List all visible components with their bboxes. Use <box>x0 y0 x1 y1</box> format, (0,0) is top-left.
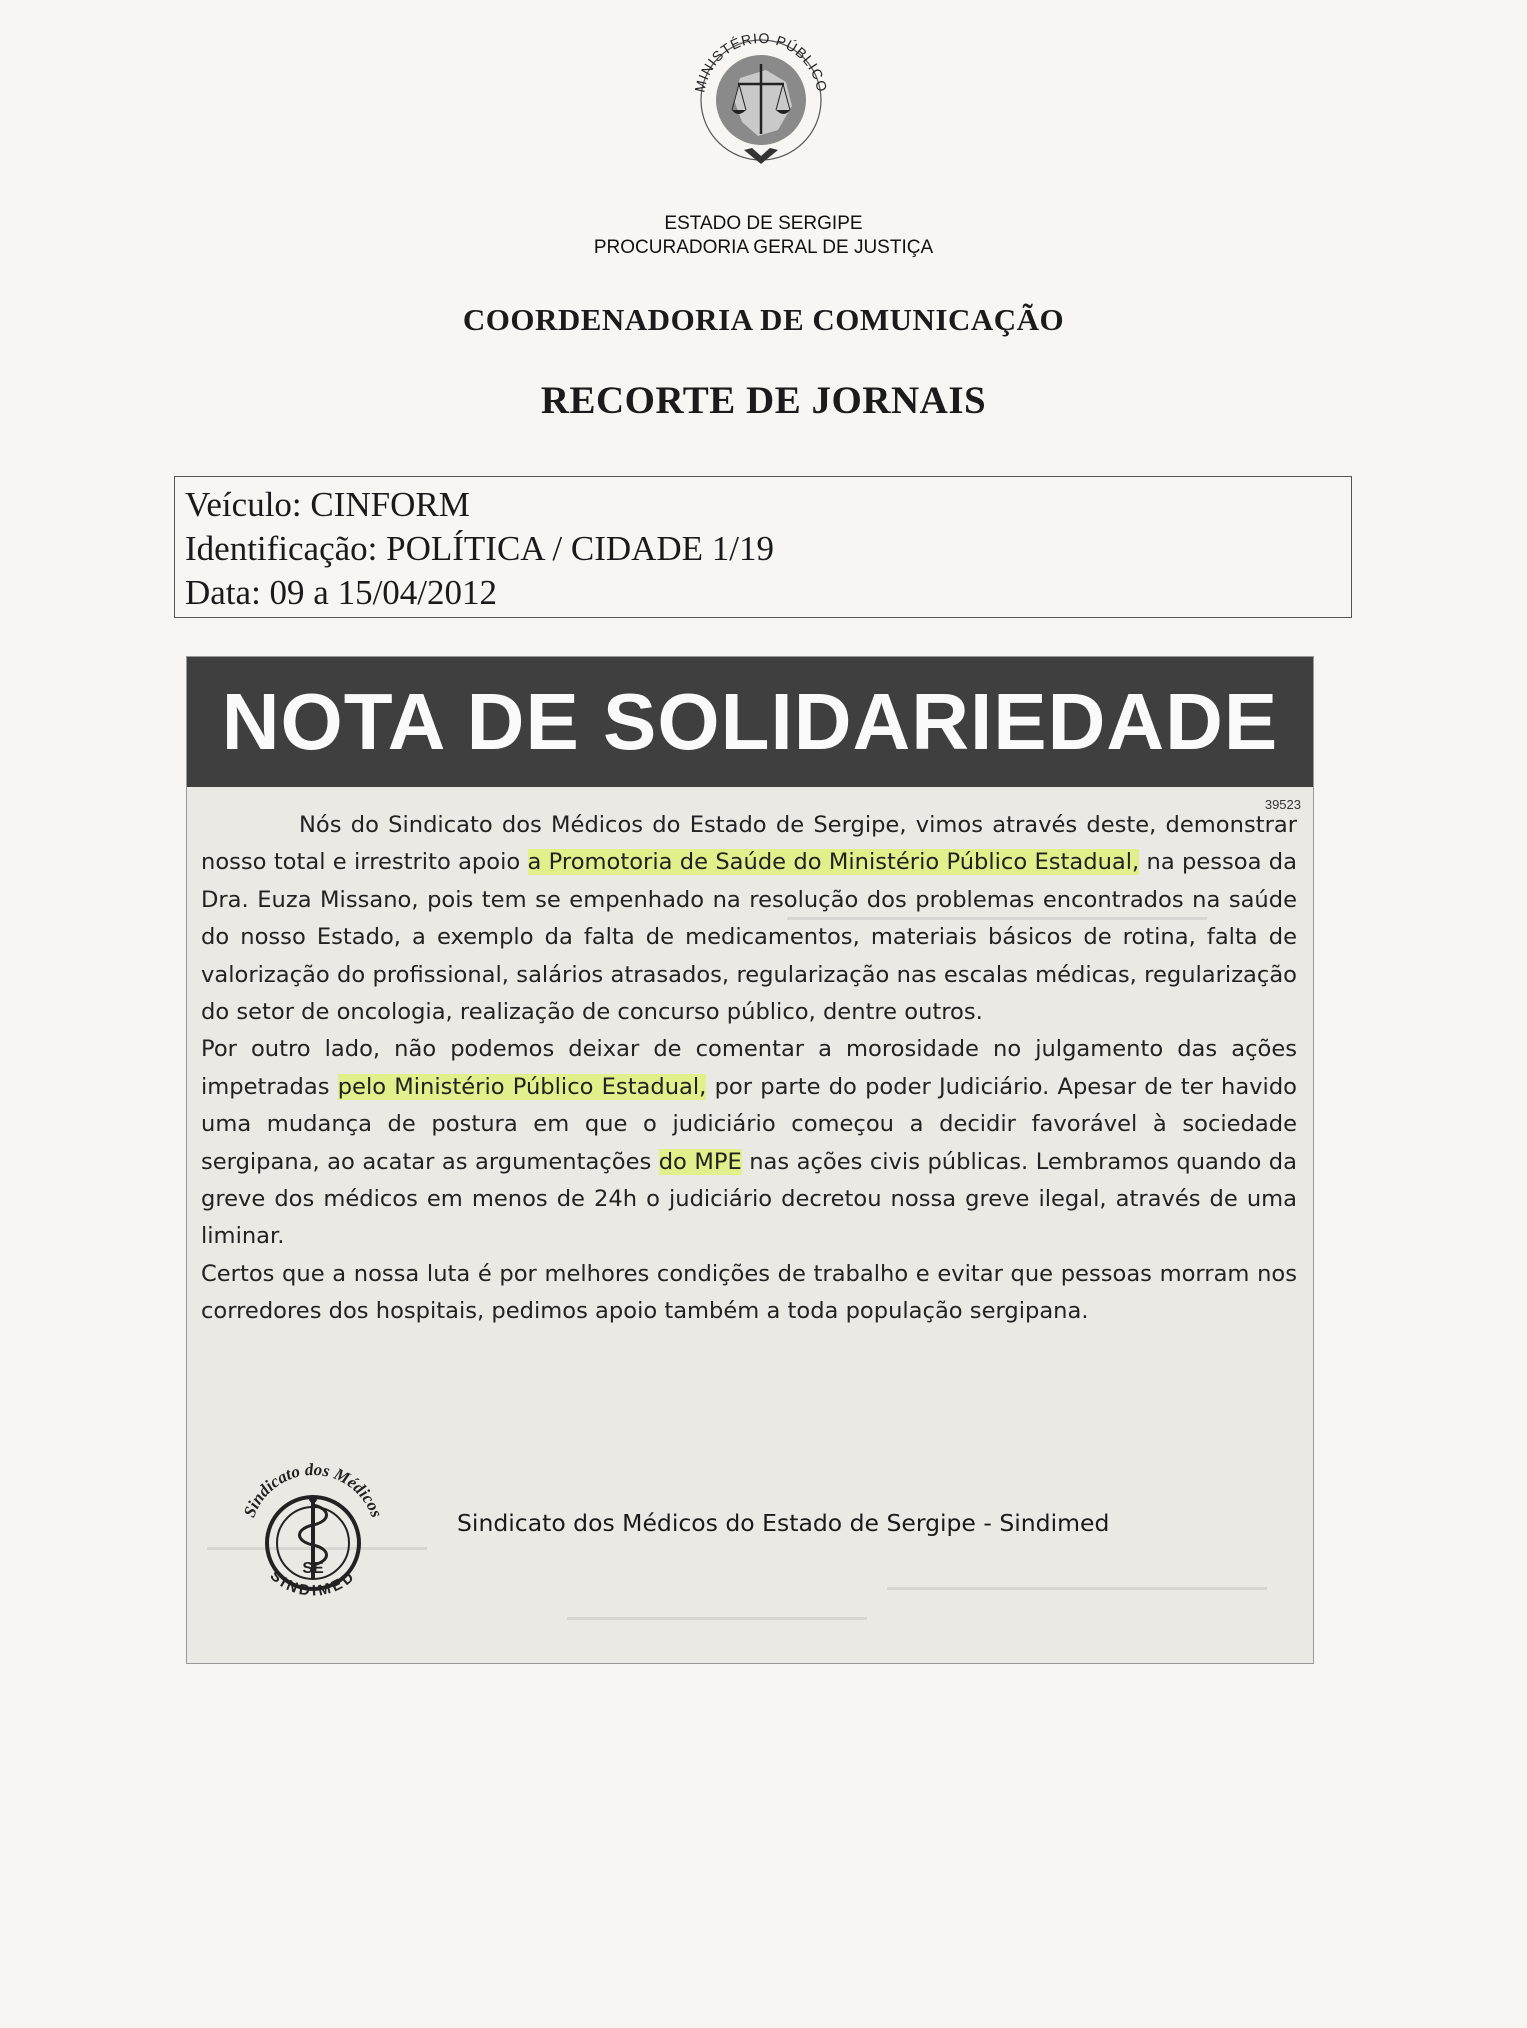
state-name: ESTADO DE SERGIPE <box>664 213 863 234</box>
paragraph-3: Certos que a nossa luta é por melhores condições de trabalho e evitar que pessoas morram nos corredores dos hospitais, pedimos apoio também a toda população sergipana. <box>201 1260 1297 1325</box>
logo-bottom-text: SINDIMED <box>266 1567 360 1600</box>
clipping-title: NOTA DE SOLIDARIEDADE <box>187 657 1313 787</box>
seal-text: MINISTÉRIO PÚBLICO <box>691 29 831 94</box>
department-title: COORDENADORIA DE COMUNICAÇÃO <box>462 302 1065 337</box>
section-title: RECORTE DE JORNAIS <box>540 379 987 422</box>
newspaper-clipping <box>186 656 1314 1664</box>
sindimed-logo <box>233 1445 393 1615</box>
veiculo-field: Veículo: CINFORM <box>185 485 470 524</box>
paragraph-2: Por outro lado, não podemos deixar de comentar a morosidade no julgamento das ações impetradas pelo Ministério Público Estadual, por parte do poder Judiciário. Apesar de ter havido uma mudança de postura em que o judiciário começou a decidir favorável à sociedade sergipana, ao acatar as argumentações do MPE nas ações civis públicas. Lembramos quando da greve dos médicos em menos de 24h o judiciário decretou nossa greve ilegal, através de uma liminar. <box>201 1036 1297 1250</box>
paragraph-1: Nós do Sindicato dos Médicos do Estado de Sergipe, vimos através deste, demonstrar nosso total e irrestrito apoio a Promotoria de Saúde do Ministério Público Estadual, na pessoa da Dra. Euza Missano, pois tem se empenhado na resolução dos problemas encontrados na saúde do nosso Estado, a exemplo da falta de medicamentos, materiais básicos de rotina, falta de valorização do profissional, salários atrasados, regularização nas escalas médicas, regularização do setor de oncologia, realização de concurso público, dentre outros. <box>201 812 1297 1026</box>
highlight-mpe: do MPE <box>658 1148 742 1175</box>
logo-badge: SE <box>302 1560 324 1577</box>
data-field: Data: 09 a 15/04/2012 <box>185 573 498 612</box>
office-name: PROCURADORIA GERAL DE JUSTIÇA <box>593 237 934 258</box>
org-header <box>0 212 1527 260</box>
clipping-metadata <box>174 476 1352 618</box>
ministerio-publico-seal <box>682 18 840 186</box>
clipping-body <box>201 807 1297 1331</box>
signature: Sindicato dos Médicos do Estado de Sergipe - Sindimed <box>457 1509 1110 1537</box>
highlight-mpe-estadual: pelo Ministério Público Estadual, <box>337 1073 707 1100</box>
highlight-promotoria: a Promotoria de Saúde do Ministério Público Estadual, <box>527 849 1140 876</box>
logo-top-text: Sindicato dos Médicos <box>239 1459 387 1520</box>
clipping-code: 39523 <box>1264 797 1301 812</box>
identificacao-field: Identificação: POLÍTICA / CIDADE 1/19 <box>185 529 775 568</box>
